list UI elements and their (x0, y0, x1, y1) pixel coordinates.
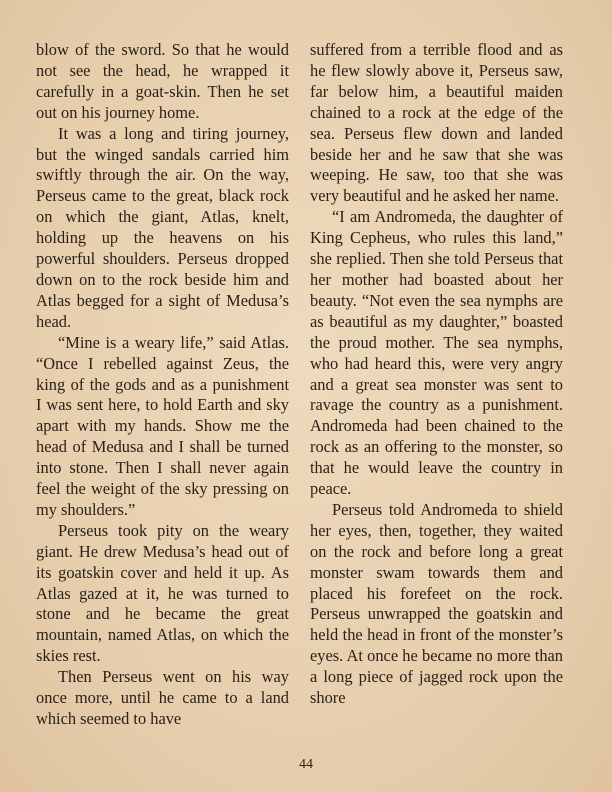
left-column (36, 40, 289, 730)
paragraph: Perseus told Andromeda to shield her eyes, then, together, they waited on the rock and before long a great monster swam towards them and placed his forefeet on the rock. Perseus unwrapped the goatskin and held the head in front of the monster’s eyes. At once he became no more than a long piece of jagged rock upon the shore (310, 499, 563, 708)
page-number: 44 (299, 757, 313, 772)
right-column (310, 40, 563, 709)
paragraph: Perseus took pity on the weary giant. He drew Medusa’s head out of its goatskin cover and held it up. As Atlas gazed at it, he was turned to stone and he became the great mountain, named Atlas, on which the skies rest. (36, 520, 289, 666)
paragraph: “I am Andromeda, the daughter of King Cepheus, who rules this land,” she replied. Then she told Perseus that her mother had boasted about her beauty. “Not even the sea nymphs are as beautiful as my daughter,” boasted the proud mother. The sea nymphs, who had heard this, were very angry and a great sea monster was sent to ravage the country as a punishment. Andromeda had been chained to the rock as an offering to the monster, so that he would leave the country in peace. (310, 207, 563, 499)
paragraph: “Mine is a weary life,” said Atlas. “Once I rebelled against Zeus, the king of the gods and as a punishment I was sent here, to hold Earth and sky apart with my hands. Show me the head of Medusa and I shall be turned into stone. Then I shall never again feel the weight of the sky pressing on my shoulders.” (36, 332, 289, 519)
paragraph: blow of the sword. So that he would not see the head, he wrapped it carefully in a goat-skin. Then he set out on his journey home. (36, 40, 289, 122)
paragraph: It was a long and tiring journey, but the winged sandals carried him swiftly through the air. On the way, Perseus came to the great, black rock on which the giant, Atlas, knelt, holding up the heavens on his powerful shoulders. Perseus dropped down on to the rock beside him and Atlas begged for a sight of Medusa’s head. (36, 123, 289, 331)
paragraph: Then Perseus went on his way once more, until he came to a land which seemed to have (36, 667, 289, 728)
paragraph: suffered from a terrible flood and as he flew slowly above it, Perseus saw, far below him, a beautiful maiden chained to a rock at the edge of the sea. Perseus flew down and landed beside her and he saw that she was weeping. He saw, too that she was very beautiful and he asked her name. (310, 40, 563, 206)
